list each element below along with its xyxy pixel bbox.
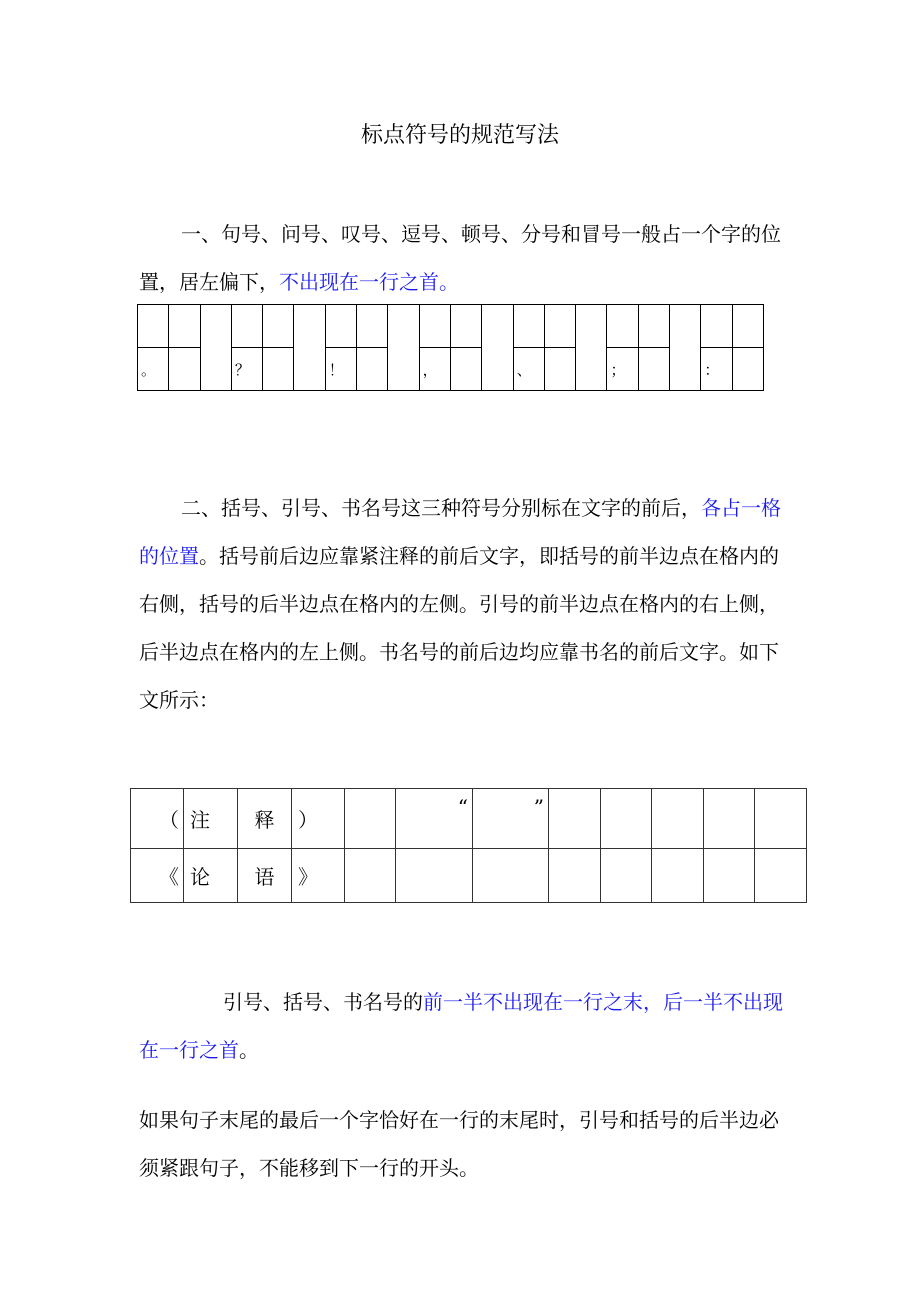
right-quote: ” bbox=[533, 795, 544, 819]
grid-cell bbox=[576, 305, 607, 391]
bracket-grid-row-2 bbox=[131, 849, 807, 903]
grid-cell-mark bbox=[138, 348, 169, 391]
exclamation-mark: ！ bbox=[328, 360, 344, 379]
left-quote: “ bbox=[457, 795, 468, 819]
section2-text-2: 。括号前后边应靠紧注释的前后文字，即括号的前半边点在格内的右侧，括号的后半边点在格内的左侧。引号的前半边点在格内的右上侧，后半边点在格内的左上侧。书名号的前后边均应靠书名的前后文字。如下文所示： bbox=[139, 544, 779, 712]
grid-cell bbox=[732, 348, 763, 391]
grid-cell bbox=[638, 348, 669, 391]
semicolon-mark: ； bbox=[610, 360, 626, 379]
grid-cell-mark bbox=[231, 348, 262, 391]
grid-cell bbox=[184, 789, 238, 849]
grid-char: 释 bbox=[254, 808, 275, 832]
grid-cell bbox=[357, 305, 388, 348]
left-book-mark: 《 bbox=[159, 865, 179, 889]
grid-cell bbox=[473, 849, 549, 903]
page-title: 标点符号的规范写法 bbox=[360, 123, 559, 148]
grid-cell bbox=[169, 305, 200, 348]
grid-cell bbox=[482, 305, 513, 391]
grid-cell-mark bbox=[325, 348, 356, 391]
grid-cell bbox=[704, 849, 755, 903]
grid-cell bbox=[755, 849, 807, 903]
grid-cell bbox=[601, 789, 652, 849]
grid-cell bbox=[450, 348, 481, 391]
section3-highlight: 前一半不出现在一行之末，后一半不出现在一行之首 bbox=[139, 990, 783, 1062]
grid-cell bbox=[169, 348, 200, 391]
grid-cell bbox=[131, 849, 184, 903]
grid-cell bbox=[549, 849, 601, 903]
colon-mark: ： bbox=[704, 360, 720, 379]
grid-cell bbox=[450, 305, 481, 348]
grid-cell bbox=[200, 305, 231, 391]
grid-cell bbox=[544, 305, 575, 348]
bracket-grid bbox=[130, 788, 807, 903]
grid-cell bbox=[294, 305, 325, 391]
grid-cell bbox=[238, 789, 292, 849]
grid-cell bbox=[138, 305, 169, 348]
grid-cell bbox=[345, 849, 396, 903]
grid-cell bbox=[638, 305, 669, 348]
grid-cell bbox=[473, 789, 549, 849]
grid-cell bbox=[701, 305, 732, 348]
right-paren: ） bbox=[298, 808, 318, 832]
grid-row-top bbox=[138, 305, 764, 348]
grid-cell bbox=[732, 305, 763, 348]
grid-cell bbox=[325, 305, 356, 348]
grid-char: 注 bbox=[190, 808, 210, 832]
grid-cell bbox=[704, 789, 755, 849]
section2-highlight: 各占一格的位置 bbox=[139, 496, 781, 568]
grid-cell bbox=[549, 789, 601, 849]
section3-end: 。 bbox=[239, 1038, 259, 1062]
grid-cell bbox=[388, 305, 419, 391]
grid-cell bbox=[238, 849, 292, 903]
grid-cell bbox=[670, 305, 701, 391]
grid-char: 论 bbox=[190, 865, 210, 889]
grid-cell bbox=[601, 849, 652, 903]
grid-cell bbox=[544, 348, 575, 391]
section2-text-1: 二、括号、引号、书名号这三种符号分别标在文字的前后， bbox=[181, 496, 701, 520]
grid-cell bbox=[652, 849, 704, 903]
grid-cell bbox=[652, 789, 704, 849]
question-mark: ？ bbox=[234, 360, 250, 379]
period-mark: 。 bbox=[141, 360, 157, 379]
grid-cell bbox=[607, 305, 638, 348]
section1-text: 一、句号、问号、叹号、逗号、顿号、分号和冒号一般占一个字的位置，居左偏下， bbox=[139, 222, 781, 294]
grid-cell bbox=[513, 305, 544, 348]
punctuation-grid bbox=[137, 304, 764, 391]
grid-cell bbox=[184, 849, 238, 903]
grid-cell bbox=[131, 789, 184, 849]
section1-highlight: 不出现在一行之首。 bbox=[279, 270, 459, 294]
grid-cell bbox=[396, 789, 473, 849]
grid-cell bbox=[263, 305, 294, 348]
section1-paragraph bbox=[139, 210, 789, 306]
section4-paragraph bbox=[139, 1096, 789, 1192]
section3-text: 引号、括号、书名号的 bbox=[223, 990, 423, 1014]
grid-char: 语 bbox=[254, 865, 275, 889]
section4-text: 如果句子末尾的最后一个字恰好在一行的末尾时，引号和括号的后半边必须紧跟句子，不能移到下一行的开头。 bbox=[139, 1108, 779, 1180]
grid-cell-mark bbox=[419, 348, 450, 391]
grid-cell bbox=[292, 849, 345, 903]
grid-cell bbox=[755, 789, 807, 849]
enumeration-comma-mark: 、 bbox=[516, 360, 532, 379]
comma-mark: ， bbox=[422, 360, 438, 379]
grid-cell bbox=[231, 305, 262, 348]
grid-cell-mark bbox=[607, 348, 638, 391]
grid-cell bbox=[419, 305, 450, 348]
grid-cell bbox=[263, 348, 294, 391]
section3-paragraph bbox=[139, 978, 789, 1074]
grid-cell bbox=[345, 789, 396, 849]
bracket-grid-row-1 bbox=[131, 789, 807, 849]
grid-cell bbox=[396, 849, 473, 903]
grid-cell-mark bbox=[513, 348, 544, 391]
grid-cell bbox=[357, 348, 388, 391]
left-paren: （ bbox=[159, 808, 179, 832]
right-book-mark: 》 bbox=[298, 865, 318, 889]
grid-cell-mark bbox=[701, 348, 732, 391]
grid-cell bbox=[292, 789, 345, 849]
section2-paragraph bbox=[139, 484, 789, 724]
